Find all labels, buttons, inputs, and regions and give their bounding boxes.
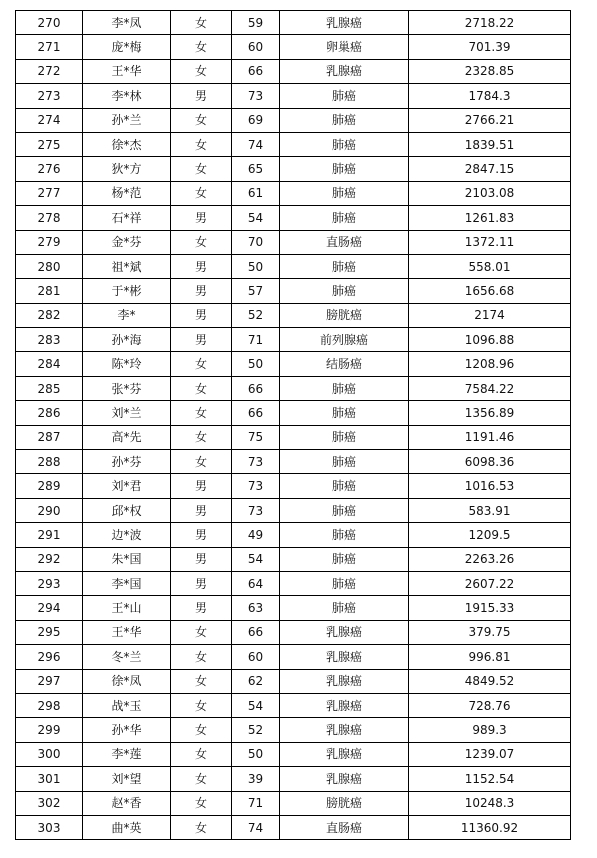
cell-age: 52 xyxy=(232,718,280,742)
table-row xyxy=(16,328,571,352)
table-row xyxy=(16,596,571,620)
cell-diagnosis: 直肠癌 xyxy=(280,230,409,254)
cell-id: 290 xyxy=(16,498,83,522)
cell-age: 69 xyxy=(232,108,280,132)
cell-age: 71 xyxy=(232,328,280,352)
patient-records-table xyxy=(15,10,571,840)
cell-sex: 女 xyxy=(171,11,232,35)
cell-age: 74 xyxy=(232,132,280,156)
cell-amount: 2718.22 xyxy=(409,11,571,35)
cell-diagnosis: 膀胱癌 xyxy=(280,791,409,815)
cell-age: 54 xyxy=(232,547,280,571)
cell-age: 66 xyxy=(232,59,280,83)
cell-id: 284 xyxy=(16,352,83,376)
cell-id: 293 xyxy=(16,571,83,595)
cell-id: 302 xyxy=(16,791,83,815)
cell-sex: 男 xyxy=(171,571,232,595)
cell-sex: 男 xyxy=(171,523,232,547)
cell-amount: 1839.51 xyxy=(409,132,571,156)
cell-diagnosis: 肺癌 xyxy=(280,425,409,449)
table-row xyxy=(16,791,571,815)
cell-id: 281 xyxy=(16,279,83,303)
cell-name: 杨*范 xyxy=(83,181,171,205)
cell-id: 295 xyxy=(16,620,83,644)
cell-amount: 7584.22 xyxy=(409,376,571,400)
cell-sex: 女 xyxy=(171,157,232,181)
cell-id: 303 xyxy=(16,815,83,839)
cell-amount: 583.91 xyxy=(409,498,571,522)
cell-sex: 女 xyxy=(171,352,232,376)
table-row xyxy=(16,84,571,108)
cell-amount: 6098.36 xyxy=(409,450,571,474)
cell-name: 邱*权 xyxy=(83,498,171,522)
cell-sex: 女 xyxy=(171,450,232,474)
cell-name: 狄*方 xyxy=(83,157,171,181)
cell-diagnosis: 肺癌 xyxy=(280,547,409,571)
cell-age: 57 xyxy=(232,279,280,303)
cell-name: 徐*凤 xyxy=(83,669,171,693)
cell-amount: 989.3 xyxy=(409,718,571,742)
cell-name: 庞*梅 xyxy=(83,35,171,59)
cell-name: 孙*华 xyxy=(83,718,171,742)
cell-diagnosis: 膀胱癌 xyxy=(280,303,409,327)
cell-id: 278 xyxy=(16,206,83,230)
cell-amount: 1656.68 xyxy=(409,279,571,303)
cell-name: 朱*国 xyxy=(83,547,171,571)
cell-age: 60 xyxy=(232,645,280,669)
cell-id: 286 xyxy=(16,401,83,425)
table-row xyxy=(16,498,571,522)
cell-diagnosis: 肺癌 xyxy=(280,132,409,156)
table-row xyxy=(16,206,571,230)
cell-id: 297 xyxy=(16,669,83,693)
cell-id: 287 xyxy=(16,425,83,449)
cell-name: 王*华 xyxy=(83,620,171,644)
cell-sex: 男 xyxy=(171,279,232,303)
cell-id: 270 xyxy=(16,11,83,35)
cell-diagnosis: 乳腺癌 xyxy=(280,669,409,693)
cell-amount: 1016.53 xyxy=(409,474,571,498)
cell-id: 277 xyxy=(16,181,83,205)
cell-id: 279 xyxy=(16,230,83,254)
cell-name: 战*玉 xyxy=(83,693,171,717)
cell-sex: 女 xyxy=(171,693,232,717)
cell-name: 李*国 xyxy=(83,571,171,595)
cell-age: 59 xyxy=(232,11,280,35)
cell-amount: 701.39 xyxy=(409,35,571,59)
cell-sex: 女 xyxy=(171,35,232,59)
cell-diagnosis: 肺癌 xyxy=(280,376,409,400)
cell-name: 孙*海 xyxy=(83,328,171,352)
table-row xyxy=(16,279,571,303)
cell-diagnosis: 结肠癌 xyxy=(280,352,409,376)
cell-id: 276 xyxy=(16,157,83,181)
cell-age: 52 xyxy=(232,303,280,327)
cell-sex: 男 xyxy=(171,596,232,620)
cell-sex: 女 xyxy=(171,108,232,132)
cell-age: 50 xyxy=(232,742,280,766)
cell-age: 50 xyxy=(232,352,280,376)
cell-sex: 女 xyxy=(171,742,232,766)
cell-name: 赵*香 xyxy=(83,791,171,815)
cell-id: 285 xyxy=(16,376,83,400)
cell-amount: 2847.15 xyxy=(409,157,571,181)
cell-diagnosis: 肺癌 xyxy=(280,523,409,547)
table-row xyxy=(16,742,571,766)
cell-name: 王*山 xyxy=(83,596,171,620)
cell-name: 徐*杰 xyxy=(83,132,171,156)
cell-age: 73 xyxy=(232,84,280,108)
cell-name: 孙*兰 xyxy=(83,108,171,132)
cell-age: 73 xyxy=(232,474,280,498)
cell-sex: 女 xyxy=(171,767,232,791)
table-row xyxy=(16,474,571,498)
table-row xyxy=(16,59,571,83)
cell-amount: 2103.08 xyxy=(409,181,571,205)
cell-diagnosis: 前列腺癌 xyxy=(280,328,409,352)
cell-diagnosis: 肺癌 xyxy=(280,498,409,522)
cell-name: 冬*兰 xyxy=(83,645,171,669)
table-row xyxy=(16,181,571,205)
cell-id: 294 xyxy=(16,596,83,620)
cell-diagnosis: 肺癌 xyxy=(280,206,409,230)
cell-name: 孙*芬 xyxy=(83,450,171,474)
cell-diagnosis: 乳腺癌 xyxy=(280,742,409,766)
table-row xyxy=(16,352,571,376)
cell-amount: 2766.21 xyxy=(409,108,571,132)
table-row xyxy=(16,35,571,59)
cell-sex: 女 xyxy=(171,376,232,400)
cell-id: 283 xyxy=(16,328,83,352)
cell-sex: 女 xyxy=(171,425,232,449)
cell-amount: 1915.33 xyxy=(409,596,571,620)
table-row xyxy=(16,303,571,327)
cell-amount: 2174 xyxy=(409,303,571,327)
cell-sex: 女 xyxy=(171,230,232,254)
cell-amount: 1191.46 xyxy=(409,425,571,449)
cell-amount: 379.75 xyxy=(409,620,571,644)
cell-diagnosis: 乳腺癌 xyxy=(280,59,409,83)
cell-sex: 男 xyxy=(171,474,232,498)
cell-age: 54 xyxy=(232,693,280,717)
cell-age: 66 xyxy=(232,620,280,644)
cell-age: 54 xyxy=(232,206,280,230)
cell-amount: 2263.26 xyxy=(409,547,571,571)
cell-id: 291 xyxy=(16,523,83,547)
cell-sex: 女 xyxy=(171,791,232,815)
table-row xyxy=(16,645,571,669)
cell-amount: 10248.3 xyxy=(409,791,571,815)
cell-age: 70 xyxy=(232,230,280,254)
cell-amount: 1372.11 xyxy=(409,230,571,254)
cell-sex: 女 xyxy=(171,815,232,839)
cell-id: 292 xyxy=(16,547,83,571)
table-row xyxy=(16,669,571,693)
table-row xyxy=(16,718,571,742)
cell-amount: 1096.88 xyxy=(409,328,571,352)
table-row xyxy=(16,425,571,449)
cell-id: 282 xyxy=(16,303,83,327)
table-row xyxy=(16,620,571,644)
cell-diagnosis: 肺癌 xyxy=(280,108,409,132)
cell-age: 66 xyxy=(232,376,280,400)
cell-sex: 男 xyxy=(171,84,232,108)
cell-id: 275 xyxy=(16,132,83,156)
table-row xyxy=(16,11,571,35)
cell-diagnosis: 直肠癌 xyxy=(280,815,409,839)
cell-id: 298 xyxy=(16,693,83,717)
cell-amount: 1152.54 xyxy=(409,767,571,791)
cell-diagnosis: 肺癌 xyxy=(280,157,409,181)
cell-sex: 男 xyxy=(171,303,232,327)
table-row xyxy=(16,376,571,400)
cell-id: 272 xyxy=(16,59,83,83)
cell-age: 73 xyxy=(232,498,280,522)
cell-age: 71 xyxy=(232,791,280,815)
cell-age: 73 xyxy=(232,450,280,474)
cell-name: 李*林 xyxy=(83,84,171,108)
cell-diagnosis: 肺癌 xyxy=(280,571,409,595)
cell-id: 299 xyxy=(16,718,83,742)
cell-diagnosis: 肺癌 xyxy=(280,84,409,108)
cell-diagnosis: 卵巢癌 xyxy=(280,35,409,59)
cell-sex: 女 xyxy=(171,401,232,425)
cell-name: 金*芬 xyxy=(83,230,171,254)
cell-age: 74 xyxy=(232,815,280,839)
cell-name: 刘*兰 xyxy=(83,401,171,425)
cell-name: 陈*玲 xyxy=(83,352,171,376)
cell-amount: 1356.89 xyxy=(409,401,571,425)
cell-name: 边*波 xyxy=(83,523,171,547)
table-row xyxy=(16,401,571,425)
cell-age: 66 xyxy=(232,401,280,425)
cell-diagnosis: 乳腺癌 xyxy=(280,767,409,791)
cell-amount: 1261.83 xyxy=(409,206,571,230)
cell-diagnosis: 乳腺癌 xyxy=(280,718,409,742)
cell-name: 曲*英 xyxy=(83,815,171,839)
cell-sex: 女 xyxy=(171,132,232,156)
cell-id: 289 xyxy=(16,474,83,498)
cell-id: 300 xyxy=(16,742,83,766)
cell-sex: 男 xyxy=(171,498,232,522)
cell-name: 于*彬 xyxy=(83,279,171,303)
cell-name: 高*先 xyxy=(83,425,171,449)
table-row xyxy=(16,108,571,132)
cell-name: 李*莲 xyxy=(83,742,171,766)
cell-amount: 4849.52 xyxy=(409,669,571,693)
cell-sex: 女 xyxy=(171,620,232,644)
cell-age: 62 xyxy=(232,669,280,693)
cell-diagnosis: 肺癌 xyxy=(280,450,409,474)
cell-name: 石*祥 xyxy=(83,206,171,230)
cell-id: 301 xyxy=(16,767,83,791)
cell-diagnosis: 乳腺癌 xyxy=(280,645,409,669)
cell-id: 288 xyxy=(16,450,83,474)
table-row xyxy=(16,132,571,156)
cell-diagnosis: 乳腺癌 xyxy=(280,620,409,644)
cell-amount: 728.76 xyxy=(409,693,571,717)
cell-age: 61 xyxy=(232,181,280,205)
cell-amount: 1784.3 xyxy=(409,84,571,108)
table-row xyxy=(16,523,571,547)
cell-diagnosis: 肺癌 xyxy=(280,474,409,498)
cell-name: 李*凤 xyxy=(83,11,171,35)
cell-sex: 男 xyxy=(171,206,232,230)
cell-diagnosis: 肺癌 xyxy=(280,279,409,303)
cell-diagnosis: 肺癌 xyxy=(280,254,409,278)
cell-amount: 2607.22 xyxy=(409,571,571,595)
cell-amount: 11360.92 xyxy=(409,815,571,839)
cell-id: 280 xyxy=(16,254,83,278)
cell-name: 刘*望 xyxy=(83,767,171,791)
cell-amount: 1208.96 xyxy=(409,352,571,376)
cell-sex: 男 xyxy=(171,328,232,352)
cell-amount: 558.01 xyxy=(409,254,571,278)
table-row xyxy=(16,767,571,791)
cell-name: 祖*斌 xyxy=(83,254,171,278)
table-row xyxy=(16,815,571,839)
cell-age: 49 xyxy=(232,523,280,547)
cell-name: 王*华 xyxy=(83,59,171,83)
cell-sex: 女 xyxy=(171,59,232,83)
table-body xyxy=(16,11,571,840)
table-row xyxy=(16,547,571,571)
cell-sex: 女 xyxy=(171,669,232,693)
cell-age: 75 xyxy=(232,425,280,449)
table-row xyxy=(16,230,571,254)
cell-name: 刘*君 xyxy=(83,474,171,498)
table-row xyxy=(16,693,571,717)
cell-amount: 1209.5 xyxy=(409,523,571,547)
cell-sex: 女 xyxy=(171,181,232,205)
cell-age: 39 xyxy=(232,767,280,791)
cell-name: 李* xyxy=(83,303,171,327)
cell-age: 63 xyxy=(232,596,280,620)
cell-amount: 996.81 xyxy=(409,645,571,669)
cell-age: 65 xyxy=(232,157,280,181)
cell-age: 60 xyxy=(232,35,280,59)
cell-name: 张*芬 xyxy=(83,376,171,400)
cell-diagnosis: 肺癌 xyxy=(280,596,409,620)
cell-id: 273 xyxy=(16,84,83,108)
cell-id: 271 xyxy=(16,35,83,59)
cell-sex: 女 xyxy=(171,718,232,742)
table-row xyxy=(16,571,571,595)
cell-diagnosis: 肺癌 xyxy=(280,401,409,425)
cell-diagnosis: 乳腺癌 xyxy=(280,11,409,35)
cell-amount: 2328.85 xyxy=(409,59,571,83)
cell-sex: 女 xyxy=(171,645,232,669)
table-row xyxy=(16,254,571,278)
cell-sex: 男 xyxy=(171,547,232,571)
cell-diagnosis: 肺癌 xyxy=(280,181,409,205)
cell-age: 64 xyxy=(232,571,280,595)
table-row xyxy=(16,450,571,474)
table-row xyxy=(16,157,571,181)
cell-id: 274 xyxy=(16,108,83,132)
cell-sex: 男 xyxy=(171,254,232,278)
cell-age: 50 xyxy=(232,254,280,278)
cell-id: 296 xyxy=(16,645,83,669)
cell-diagnosis: 乳腺癌 xyxy=(280,693,409,717)
cell-amount: 1239.07 xyxy=(409,742,571,766)
